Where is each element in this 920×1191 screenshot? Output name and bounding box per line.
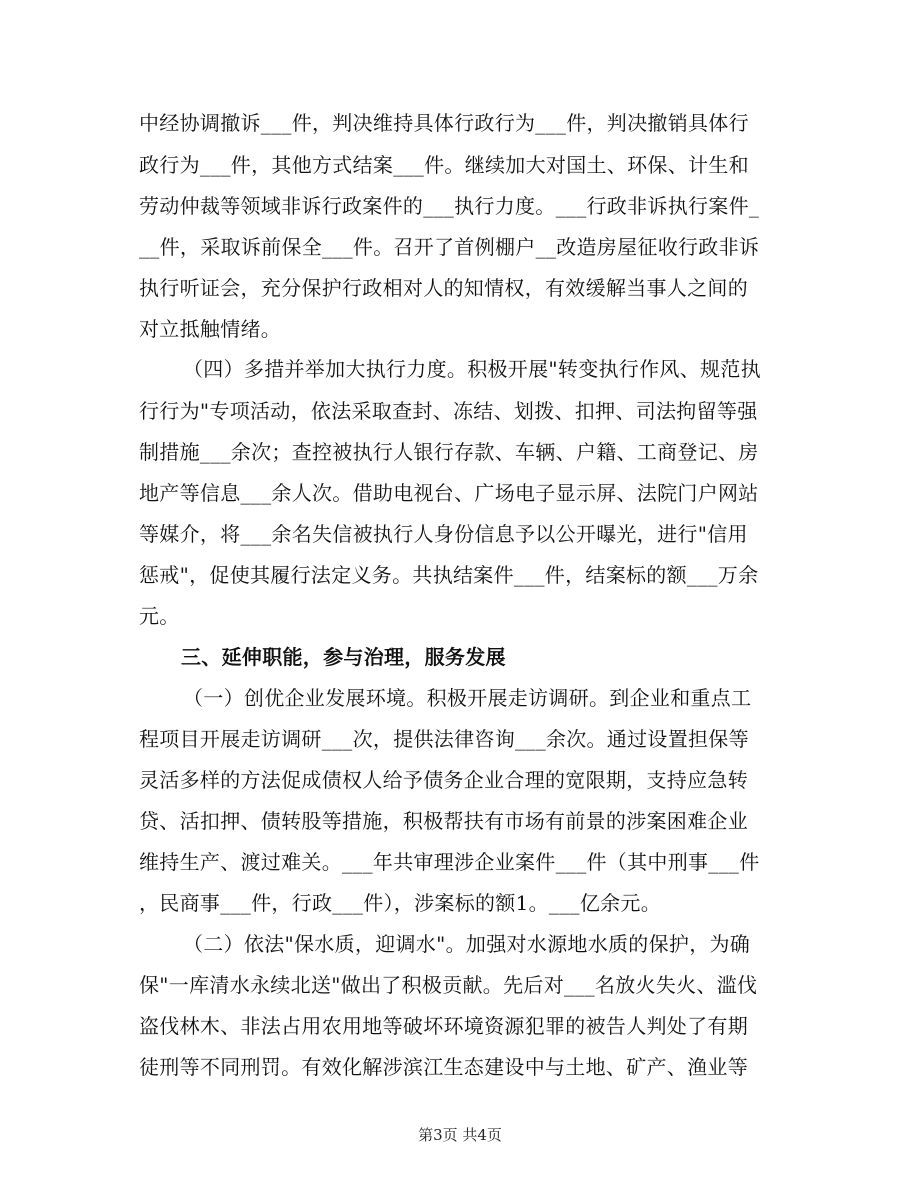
text-line: 行行为"专项活动，依法采取查封、冻结、划拨、扣押、司法拘留等强: [139, 399, 758, 423]
text-line: 惩戒"，促使其履行法定义务。共执结案件___件，结案标的额___万余: [139, 563, 759, 587]
text-line: 劳动仲裁等领域非诉行政案件的___执行力度。___行政非诉执行案件_: [139, 194, 760, 218]
text-line: 对立抵触情绪。: [139, 317, 282, 341]
text-line: 等媒介，将___余名失信被执行人身份信息予以公开曝光，进行"信用: [139, 522, 748, 546]
text-line: 贷、活扣押、债转股等措施，积极帮扶有市场有前景的涉案困难企业: [139, 809, 748, 833]
text-line: 程项目开展走访调研___次，提供法律咨询___余次。通过设置担保等: [139, 727, 749, 751]
paragraph-start-line: （一）创优企业发展环境。积极开展走访调研。到企业和重点工: [183, 686, 752, 710]
page-footer: 第3页 共4页: [418, 1126, 502, 1144]
text-line: 地产等信息___余人次。借助电视台、广场电子显示屏、法院门户网站: [139, 481, 759, 505]
text-line: 执行听证会，充分保护行政相对人的知情权，有效缓解当事人之间的: [139, 276, 748, 300]
text-line: 政行为___件，其他方式结案___件。继续加大对国土、环保、计生和: [139, 153, 749, 177]
text-line: 中经协调撤诉___件，判决维持具体行政行为___件，判决撤销具体行: [139, 111, 749, 135]
text-line: 保"一库清水永续北送"做出了积极贡献。先后对___名放火失火、滥伐: [139, 973, 758, 997]
paragraph-start-line: （四）多措并举加大执行力度。积极开展"转变执行作风、规范执: [183, 357, 761, 381]
text-line: 元。: [139, 604, 180, 628]
text-line: 制措施___余次；查控被执行人银行存款、车辆、户籍、工商登记、房: [139, 440, 759, 464]
text-line: ，民商事___件，行政___件），涉案标的额1。___亿余元。: [139, 891, 662, 915]
paragraph-start-line: （二）依法"保水质，迎调水"。加强对水源地水质的保护，为确: [183, 932, 751, 956]
text-line: 盗伐林木、非法占用农用地等破坏环境资源犯罪的被告人判处了有期: [139, 1014, 748, 1038]
section-heading: 三、延伸职能，参与治理，服务发展: [181, 645, 506, 669]
text-line: __件，采取诉前保全___件。召开了首例棚户__改造房屋征收行政非诉: [139, 235, 760, 259]
text-line: 灵活多样的方法促成债权人给予债务企业合理的宽限期，支持应急转: [139, 768, 748, 792]
text-line: 徒刑等不同刑罚。有效化解涉滨江生态建设中与土地、矿产、渔业等: [139, 1055, 748, 1079]
text-line: 维持生产、渡过难关。___年共审理涉企业案件___件（其中刑事___件: [139, 850, 760, 874]
